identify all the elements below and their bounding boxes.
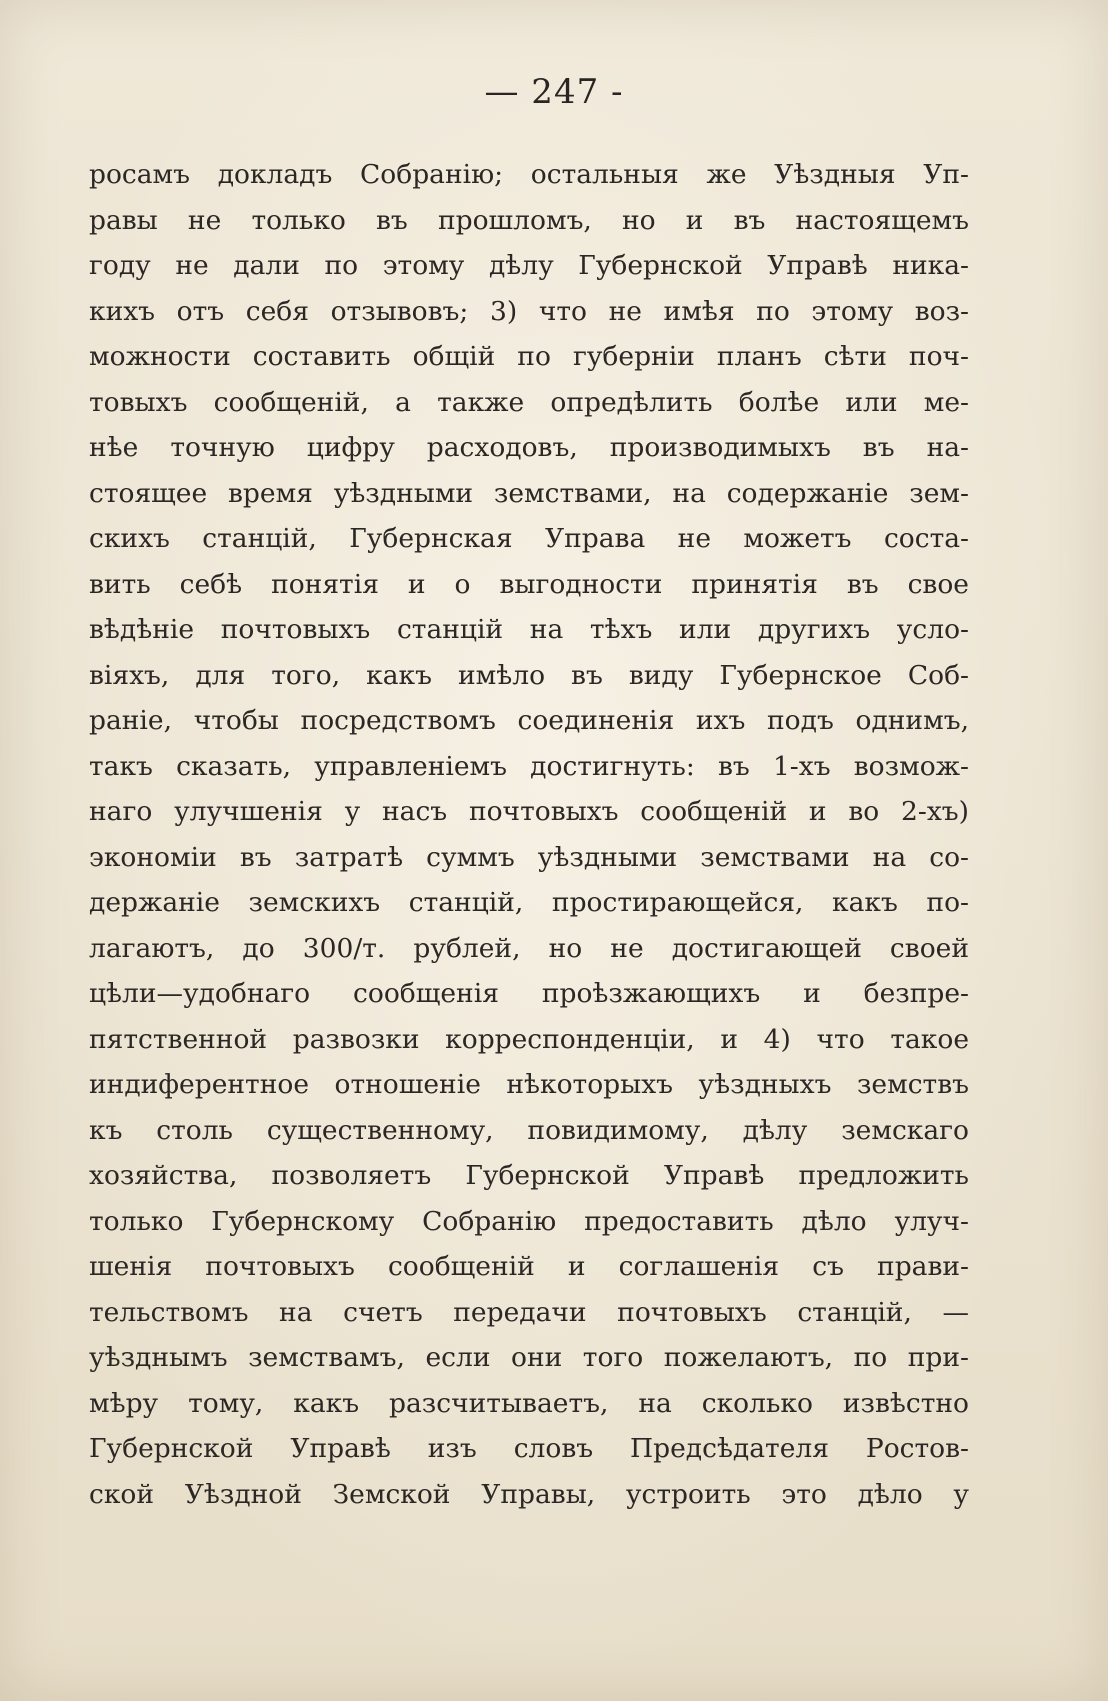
text-line: только Губернскому Собранію предоставить дѣло улуч-	[89, 1205, 969, 1237]
page-number: — 247 -	[484, 72, 624, 112]
text-line: товыхъ сообщеній, а также опредѣлить болѣе или ме-	[89, 386, 969, 418]
text-line: лагаютъ, до 300/т. рублей, но не достигающей своей	[89, 932, 969, 964]
text-line: тельствомъ на счетъ передачи почтовыхъ станцій, —	[89, 1296, 969, 1328]
text-line: наго улучшенія у насъ почтовыхъ сообщеній и во 2-хъ)	[89, 796, 969, 827]
text-line: цѣли—удобнаго сообщенія проѣзжающихъ и безпре-	[89, 978, 969, 1009]
text-line: шенія почтовыхъ сообщеній и соглашенія съ прави-	[89, 1251, 969, 1282]
text-line: стоящее время уѣздными земствами, на содержаніе зем-	[89, 477, 969, 509]
body-text	[89, 152, 969, 1517]
text-line: віяхъ, для того, какъ имѣло въ виду Губернское Соб-	[89, 659, 969, 691]
text-line: ской Уѣздной Земской Управы, устроить это дѣло у	[89, 1478, 969, 1510]
text-line: индиферентное отношеніе нѣкоторыхъ уѣздныхъ земствъ	[89, 1069, 969, 1100]
text-line: росамъ докладъ Собранію; остальныя же Уѣздныя Уп-	[89, 159, 969, 190]
text-line: можности составить общій по губерніи планъ сѣти поч-	[89, 341, 969, 372]
text-line: такъ сказать, управленіемъ достигнуть: въ 1-хъ возмож-	[89, 750, 969, 782]
text-line: вѣдѣніе почтовыхъ станцій на тѣхъ или другихъ усло-	[89, 614, 969, 645]
text-line: Губернской Управѣ изъ словъ Предсѣдателя Ростов-	[89, 1433, 969, 1464]
text-line: уѣзднымъ земствамъ, если они того пожелаютъ, по при-	[89, 1342, 969, 1373]
text-line: держаніе земскихъ станцій, простирающейся, какъ по-	[89, 887, 969, 918]
text-line: нѣе точную цифру расходовъ, производимыхъ въ на-	[89, 432, 969, 463]
text-line: вить себѣ понятія и о выгодности принятія въ свое	[89, 568, 969, 600]
text-line: экономіи въ затратѣ суммъ уѣздными земствами на со-	[89, 841, 969, 873]
text-line: скихъ станцій, Губернская Управа не можетъ соста-	[89, 523, 969, 554]
text-line: мѣру тому, какъ разсчитываетъ, на сколько извѣстно	[89, 1387, 969, 1419]
text-line: пятственной развозки корреспонденціи, и 4) что такое	[89, 1023, 969, 1055]
text-line: къ столь существенному, повидимому, дѣлу земскаго	[89, 1114, 969, 1146]
text-line: хозяйства, позволяетъ Губернской Управѣ предложить	[89, 1160, 969, 1191]
text-line: кихъ отъ себя отзывовъ; 3) что не имѣя по этому воз-	[89, 295, 969, 327]
text-line: году не дали по этому дѣлу Губернской Управѣ ника-	[89, 250, 969, 281]
text-line: равы не только въ прошломъ, но и въ настоящемъ	[89, 204, 969, 236]
text-line: раніе, чтобы посредствомъ соединенія ихъ подъ однимъ,	[89, 705, 969, 736]
